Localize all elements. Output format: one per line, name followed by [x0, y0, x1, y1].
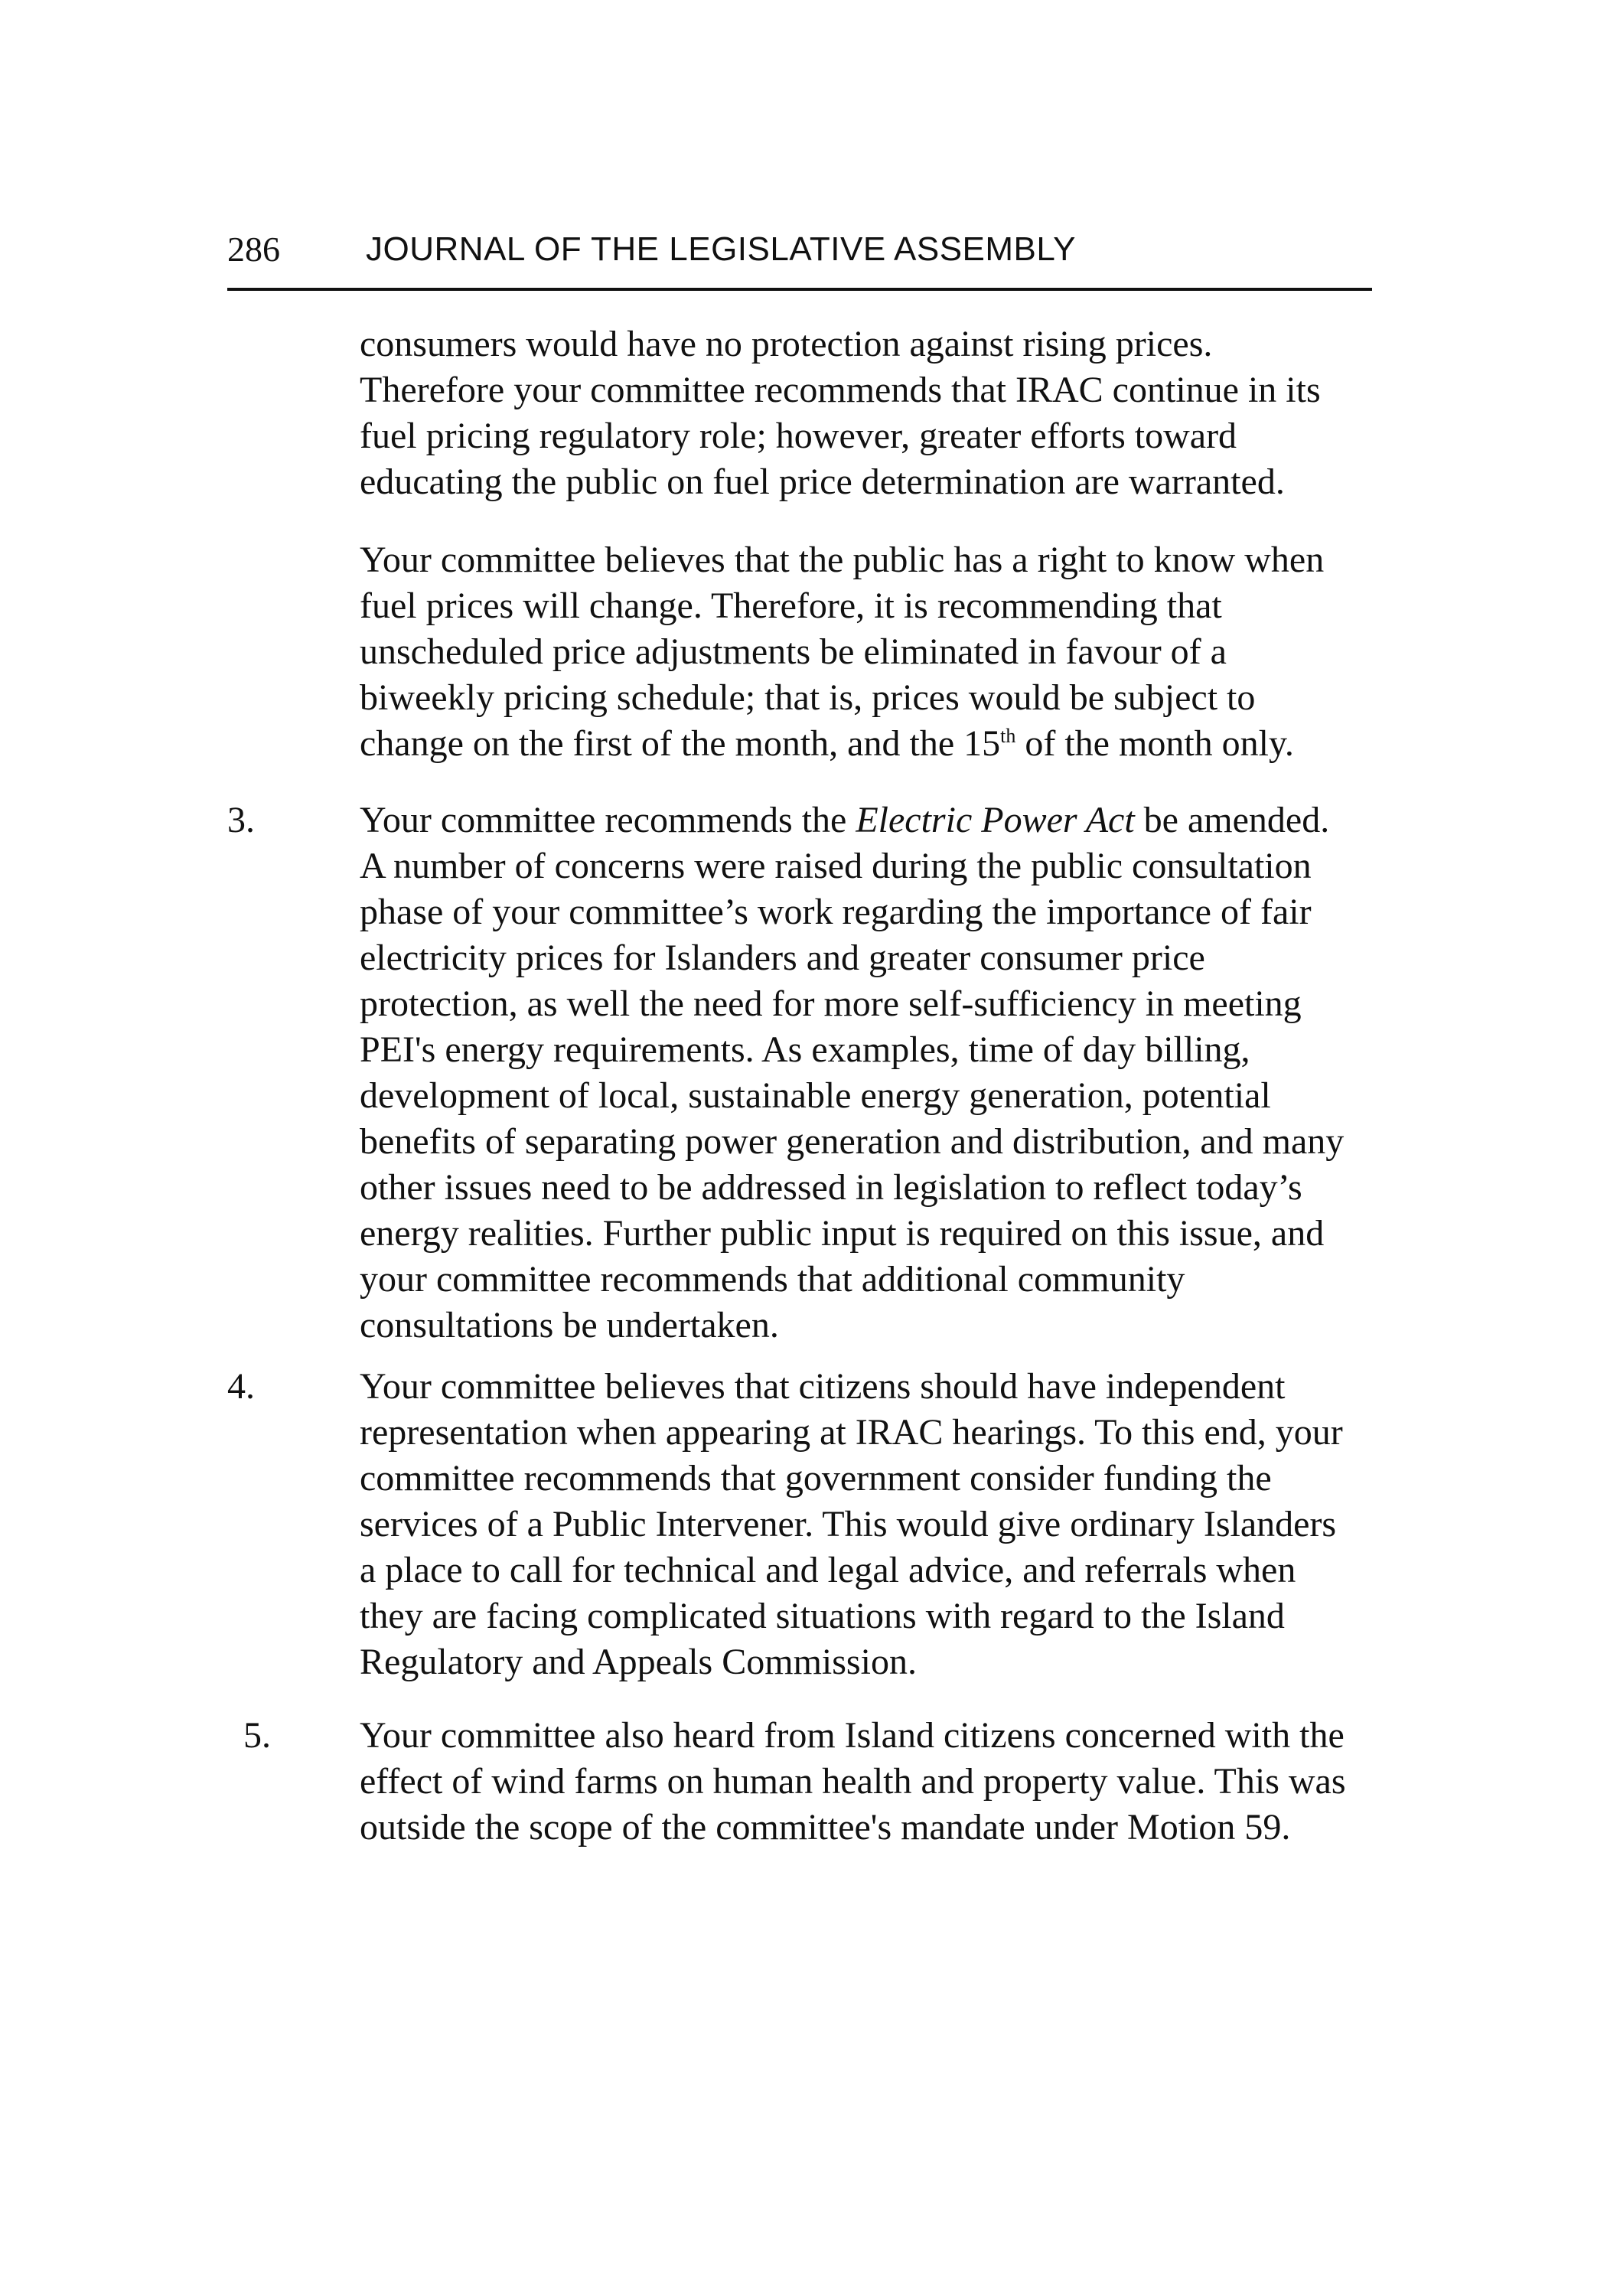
- item-4-paragraph: [360, 1364, 1431, 1685]
- text-fragment: of the month only.: [1015, 723, 1294, 764]
- text-line: protection, as well the need for more self-sufficiency in meeting: [360, 983, 1302, 1024]
- page-header: [227, 230, 1372, 291]
- text-line: A number of concerns were raised during the public consultation: [360, 846, 1312, 886]
- text-line: electricity prices for Islanders and greater consumer price: [360, 938, 1205, 978]
- item-3-paragraph: [360, 797, 1431, 1349]
- text-line: educating the public on fuel price determination are warranted.: [360, 461, 1285, 502]
- text-fragment: change on the first of the month, and the 15: [360, 723, 1001, 764]
- running-head: JOURNAL OF THE LEGISLATIVE ASSEMBLY: [366, 230, 1076, 268]
- text-line: development of local, sustainable energy generation, potential: [360, 1075, 1271, 1116]
- text-line: representation when appearing at IRAC hearings. To this end, your: [360, 1412, 1343, 1453]
- text-line: Your committee also heard from Island citizens concerned with the: [360, 1715, 1345, 1756]
- text-line: phase of your committee’s work regarding the importance of fair: [360, 892, 1312, 932]
- continued-paragraph-2: [360, 537, 1431, 767]
- text-line: a place to call for technical and legal advice, and referrals when: [360, 1550, 1296, 1590]
- text-line: they are facing complicated situations with regard to the Island: [360, 1596, 1285, 1636]
- text-line: fuel prices will change. Therefore, it is recommending that: [360, 585, 1222, 626]
- text-line: unscheduled price adjustments be eliminated in favour of a: [360, 631, 1227, 672]
- text-line: [360, 721, 1431, 767]
- text-line: Your committee believes that the public has a right to know when: [360, 540, 1325, 580]
- text-line: benefits of separating power generation and distribution, and many: [360, 1121, 1345, 1162]
- text-fragment: Your committee recommends the: [360, 800, 856, 840]
- text-line: [360, 797, 1431, 843]
- item-number-4: 4.: [227, 1366, 255, 1407]
- text-line: outside the scope of the committee's mandate under Motion 59.: [360, 1807, 1291, 1848]
- text-fragment: be amended.: [1134, 800, 1330, 840]
- text-line: biweekly pricing schedule; that is, prices would be subject to: [360, 677, 1256, 718]
- text-line: your committee recommends that additional community: [360, 1259, 1185, 1300]
- continued-paragraph-1: [360, 321, 1431, 505]
- text-line: PEI's energy requirements. As examples, time of day billing,: [360, 1029, 1250, 1070]
- text-line: Your committee believes that citizens should have independent: [360, 1366, 1286, 1407]
- text-line: consultations be undertaken.: [360, 1305, 779, 1345]
- act-title: Electric Power Act: [856, 800, 1135, 840]
- item-number-5: 5.: [243, 1715, 271, 1756]
- text-line: fuel pricing regulatory role; however, greater efforts toward: [360, 416, 1237, 456]
- page-number: 286: [227, 230, 280, 269]
- item-5-paragraph: [360, 1713, 1431, 1851]
- text-line: energy realities. Further public input is required on this issue, and: [360, 1213, 1325, 1254]
- ordinal-superscript: th: [1000, 725, 1016, 747]
- text-line: other issues need to be addressed in legislation to reflect today’s: [360, 1167, 1302, 1208]
- text-line: consumers would have no protection against rising prices.: [360, 324, 1213, 364]
- text-line: services of a Public Intervener. This would give ordinary Islanders: [360, 1504, 1337, 1544]
- text-line: Therefore your committee recommends that IRAC continue in its: [360, 370, 1321, 410]
- text-line: committee recommends that government consider funding the: [360, 1458, 1272, 1499]
- text-line: Regulatory and Appeals Commission.: [360, 1642, 917, 1682]
- text-line: effect of wind farms on human health and property value. This was: [360, 1761, 1346, 1802]
- item-number-3: 3.: [227, 800, 255, 840]
